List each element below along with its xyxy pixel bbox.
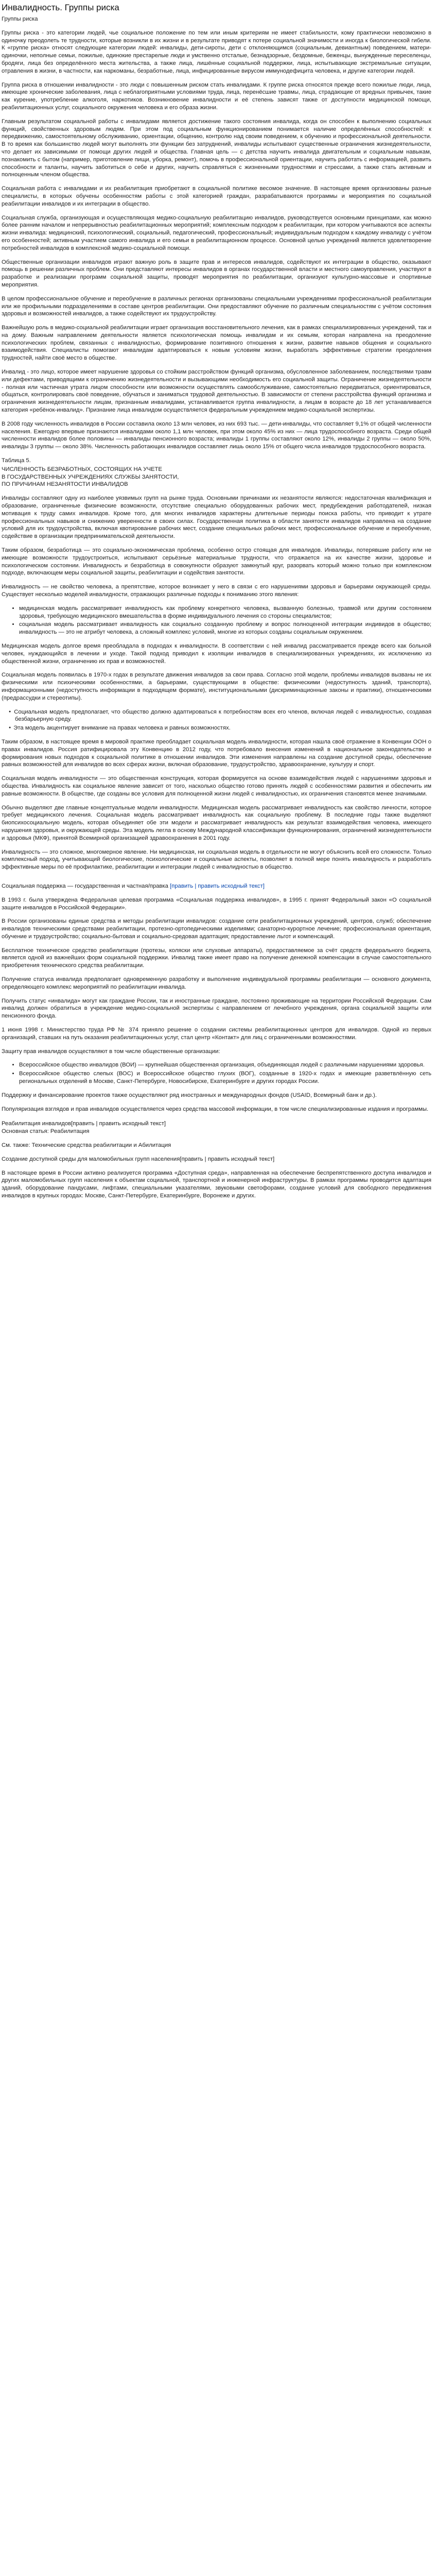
bullet-list xyxy=(2,708,431,732)
list-item: ● Эта модель акцентирует внимание на правах человека и равных возможностях. xyxy=(15,724,431,732)
list-item: • Всероссийское общество слепых (ВОС) и Всероссийское общество глухих (ВОГ), созданные в 1920-х годах и имеющие разветвлённую сеть региональных отделений в Москве, Санкт-Петербурге, Новосибирске, Екатеринбурге и других городах России. xyxy=(19,1070,431,1086)
paragraph: Главным результатом социальной работы с инвалидами является достижение такого состояния инвалида, когда он способен к выполнению социальных функций, свойственных здоровым людям. При этом под социальным функционированием понимается наличие определённых способностей: к передвижению, самостоятельному обслуживанию, ориентации, общению, контролю над своим поведением, к обучению и профессиональной деятельности. В то время как большинство людей могут выполнять эти функции без затруднений, инвалиды испытывают существенные ограничения жизнедеятельности, что делает их зависимыми от помощи других людей и общества. Главная цель — с детства научить инвалида двигательным и социальным навыкам, познакомить с бытом (например, приготовление пищи, уборка, ремонт), помочь в профессиональной ориентации, научить работать с информацией, развить способности и таланты, научить заботиться о себе и других, научить справляться с жизненными трудностями и стрессами, а также стать активным и полноценным членом общества. xyxy=(2,118,431,178)
paragraph: Общественные организации инвалидов играют важную роль в защите прав и интересов инвалидов, содействуют их интеграции в общество, оказывают помощь в решении различных проблем. Они представляют интересы инвалидов в органах государственной власти и местного самоуправления, участвуют в разработке и реализации программ социальной защиты, проводят мероприятия по реабилитации, организуют культурно-массовые и спортивные мероприятия. xyxy=(2,259,431,288)
paragraph: Социальная работа с инвалидами и их реабилитация приобретают в социальной политике весомое значение. В настоящее время организованы разные специалисты, в которых обучены особенностям работы с этой категорией граждан, разрабатываются программы и мероприятия по социальной реабилитации инвалидов и их интеграции в общество. xyxy=(2,185,431,207)
funding-paragraphs xyxy=(2,1092,431,1113)
table-title-line: ПО ПРИЧИНАМ НЕЗАНЯТОСТИ ИНВАЛИДОВ xyxy=(2,481,128,488)
unemployment-paragraphs xyxy=(2,495,431,599)
rehab-heading: Реабилитация инвалидов[править | править исходный текст] xyxy=(2,1121,166,1127)
paragraph: Социальная модель появилась в 1970-х годах в результате движения инвалидов за свои права. Согласно этой модели, проблемы инвалидов вызваны не их физическими или психическими особенностями, а барьерами, существующими в обществе: физическими (недоступность зданий, транспорта), информационными (недоступность информации в подходящем формате), институциональными (дискриминационные законы и практики), отношенческими (предрассудки и стереотипы). xyxy=(2,672,431,701)
paragraph: В настоящее время в России активно реализуется программа «Доступная среда», направленная на обеспечение беспрепятственного доступа инвалидов и других маломобильных групп населения к объектам социальной, транспортной и инженерной инфраструктуры. В рамках программы проводится адаптация зданий, оборудование пандусами, лифтами, специальными указателями, звуковыми светофорами, создание условий для свободного передвижения инвалидов в крупных городах: Москве, Санкт-Петербурге, Екатеринбурге, Воронеже и других. xyxy=(2,1170,431,1199)
support-paragraphs xyxy=(2,896,431,1056)
table-title-line: ЧИСЛЕННОСТЬ БЕЗРАБОТНЫХ, СОСТОЯЩИХ НА УЧЕТЕ xyxy=(2,466,162,472)
paragraph: В России организованы единые средства и методы реабилитации инвалидов: создание сети реабилитационных учреждений, центров, служб; обеспечение инвалидов техническими средствами реабилитации, протезно-ортопедическими изделиями; санаторно-курортное лечение; профессиональная ориентация, обучение и трудоустройство; социально-бытовая и социально-средовая адаптация; предоставление льгот и компенсаций. xyxy=(2,918,431,940)
paragraph: Важнейшую роль в медико-социальной реабилитации играет организация восстановительного лечения, как в рамках специализированных учреждений, так и на дому. Важным направлением деятельности является психологическая помощь инвалидам и их семьям, которая направлена на преодоление психологических проблем, связанных с инвалидностью, формирование позитивного отношения к жизни, развитие навыков общения и социального взаимодействия. Специалисты помогают инвалидам адаптироваться к новым условиям жизни, выработать эффективные стратегии преодоления трудностей, найти своё место в обществе. xyxy=(2,325,431,362)
list-item: • социальная модель рассматривает инвалидность как социально созданную проблему и вопрос полноценной интеграции индивидов в общество; инвалидность — это не атрибут человека, а сложный комплекс условий, многие из которых созданы социальным окружением. xyxy=(19,621,431,636)
page-subtitle: Группы риска xyxy=(2,16,38,22)
main-article-note: Основная статья: Реабилитация xyxy=(2,1128,90,1135)
paragraph: Инвалидность — не свойство человека, а препятствие, которое возникает у него в связи с его нарушениями здоровья и барьерами окружающей среды. Существует несколько моделей инвалидности, отражающих различные подходы к пониманию этого явления: xyxy=(2,584,431,598)
paragraph: В целом профессиональное обучение и переобучение в различных регионах организованы специальными учреждениями профессиональной реабилитации или же профильными подразделениями в составе центров реабилитации. Они предоставляют обучение по различным специальностям с учётом состояния здоровья и возможностей инвалидов, а также содействуют их трудоустройству. xyxy=(2,295,431,317)
paragraph: Бесплатное техническое средство реабилитации (протезы, коляски или слуховые аппараты), предоставляемое за счёт средств федерального бюджета, является одной из важнейших форм социальной поддержки. Инвалид также имеет право на получение денежной компенсации в случае самостоятельного приобретения технического средства реабилитации. xyxy=(2,947,431,969)
table-caption: Таблица 5. xyxy=(2,457,31,464)
paragraph: Группы риска - это категории людей, чье социальное положение по тем или иным критериям не имеет стабильности, кому практически невозможно в одиночку преодолеть те трудности, которые возникли в их жизни и в результате приводят к потере социальной значимости и иногда к биологической гибели. К «группе риска» относят следующие категории людей: инвалиды, дети-сироты, дети с отклоняющимся (социальным, девиантным) поведением, матери-одиночки, неполные семьи, пожилые, одинокие престарелые люди и умственно отсталые, безнадзорные, бездомные, беженцы, вынужденные переселенцы, бродяги, лица без определённого места жительства, а также лица, лишённые социальной поддержки, лица, испытывающие экстремальные ситуации, отравления в жизни, в частности, как наркоманы, безработные, лица, инфицированные вирусом иммунодефицита человека, и другие категории людей. xyxy=(2,29,431,74)
paragraph: Поддержку и финансирование проектов также осуществляют ряд иностранных и международных фондов (USAID, Всемирный банк и др.). xyxy=(2,1092,377,1098)
paragraph: Защиту прав инвалидов осуществляют в том числе общественные организации: xyxy=(2,1048,220,1055)
definition-paragraphs xyxy=(2,368,431,451)
paragraph: В 2008 году численность инвалидов в России составила около 13 млн человек, из них 693 тыс. — дети-инвалиды, что составляет 9,1% от общей численности населения. Ежегодно впервые признаются инвалидами около 1,1 млн человек, при этом около 45% из них — лица трудоспособного возраста. Среди общей численности инвалидов более половины — инвалиды пенсионного возраста; инвалиды 1 группы составляют около 12%, инвалиды 2 группы — около 50%, инвалиды 3 группы — около 38%. Численность работающих инвалидов составляет лишь около 15% от общего числа инвалидов трудоспособного возраста. xyxy=(2,420,431,450)
list-item: • Всероссийское общество инвалидов (ВОИ) — крупнейшая общественная организация, объединяющая людей с различными нарушениями здоровья. xyxy=(19,1061,431,1069)
edit-link[interactable]: [править | править исходный текст] xyxy=(170,883,265,889)
paragraph: Создание доступной среды для маломобильных групп населения[править | править исходный текст] xyxy=(2,1156,275,1162)
paragraph: Социальная модель инвалидности — это общественная конструкция, которая формируется на основе взаимодействия людей с нарушениями здоровья и общества. Инвалидность как социальное явление зависит от того, насколько общество готово принять людей с особенностями развития и обеспечить им равные возможности. В обществе, где созданы все условия для полноценной жизни людей с инвалидностью, их ограничения становятся менее значимыми. xyxy=(2,775,431,797)
accessibility-paragraphs xyxy=(2,1156,431,1200)
paragraph: В 1993 г. была утверждена Федеральная целевая программа «Социальная поддержка инвалидов», в 1995 г. принят Федеральный закон «О социальной защите инвалидов в Российской Федерации». xyxy=(2,896,431,911)
table-title xyxy=(2,466,431,488)
paragraph: Медицинская модель долгое время преобладала в подходах к инвалидности. В соответствии с ней инвалид рассматривается прежде всего как больной человек, нуждающийся в лечении и уходе. Такой подход приводил к изоляции инвалидов в специализированных учреждениях, их исключению из общественной жизни, ограничению их прав и возможностей. xyxy=(2,642,431,665)
concept-paragraphs xyxy=(2,738,431,871)
models-list xyxy=(2,605,431,636)
list-item: ● Социальная модель предполагает, что общество должно адаптироваться к потребностям всех его членов, включая людей с инвалидностью, создавая безбарьерную среду. xyxy=(15,708,431,724)
paragraph: Инвалид - это лицо, которое имеет нарушение здоровья со стойким расстройством функций организма, обусловленное заболеванием, последствиями травм или дефектами, приводящими к ограничению жизнедеятельности и вызывающими необходимость его социальной защиты. Ограничение жизнедеятельности - полная или частичная утрата лицом способности или возможности осуществлять самообслуживание, самостоятельно передвигаться, ориентироваться, общаться, контролировать своё поведение, обучаться и заниматься трудовой деятельностью. В зависимости от степени расстройства функций организма и ограничения жизнедеятельности лицам, признанным инвалидами, устанавливается группа инвалидности, а лицам в возрасте до 18 лет устанавливается категория «ребёнок-инвалид». Признание лица инвалидом осуществляется федеральным учреждением медико-социальной экспертизы. xyxy=(2,369,431,414)
paragraph: Получить статус «инвалида» могут как граждане России, так и иностранные граждане, постоянно проживающие на территории Российской Федерации. Сам инвалид должен обратиться в учреждение медико-социальной экспертизы с направлением от лечебного учреждения, органа социальной защиты или пенсионного фонда. xyxy=(2,997,431,1020)
paragraph: Таким образом, в настоящее время в мировой практике преобладает социальная модель инвалидности, которая нашла своё отражение в Конвенции ООН о правах инвалидов. Россия ратифицировала эту Конвенцию в 2012 году, что потребовало внесения изменений в национальное законодательство и формирования новых подходов к социальной политике в отношении инвалидов. Эти изменения направлены на создание доступной среды, обеспечение равных возможностей для инвалидов во всех сферах жизни, включая образование, трудоустройство, здравоохранение, культуру и спорт. xyxy=(2,738,431,768)
paragraph: Обычно выделяют две главные концептуальные модели инвалидности. Медицинская модель рассматривает инвалидность как свойство личности, которое требует медицинского лечения. Социальная модель рассматривает инвалидность как социальную проблему. В последние годы также выделяют биопсихосоциальную модель, которая объединяет обе эти модели и рассматривает инвалидность как результат взаимодействия человека, имеющего нарушения здоровья, и окружающей среды. Эта модель легла в основу Международной классификации функционирования, ограничений жизнедеятельности и здоровья (МКФ), принятой Всемирной организацией здравоохранения в 2001 году. xyxy=(2,804,431,841)
see-also-note: См. также: Технические средства реабилитации и Абилитация xyxy=(2,1142,171,1149)
intro-paragraphs xyxy=(2,29,431,362)
section-heading xyxy=(2,883,431,890)
models-paragraphs xyxy=(2,642,431,702)
paragraph: Социальная служба, организующая и осуществляющая медико-социальную реабилитацию инвалидов, руководствуется основными принципами, как можно более ранним началом и непрерывностью реабилитационных мероприятий; комплексным подходом к реабилитации, при котором учитываются все аспекты жизни инвалида: медицинский, психологический, социальный, педагогический, профессиональный; индивидуальным подходом к каждому инвалиду с учётом его особенностей; активным участием самого инвалида и его семьи в реабилитационном процессе. Основной целью учреждений является удовлетворение потребностей инвалидов в комплексной медико-социальной помощи. xyxy=(2,214,431,251)
paragraph: Получение статуса инвалида предполагает одновременную разработку и выполнение индивидуальной программы реабилитации — основного документа, определяющего комплекс мероприятий по реабилитации инвалида. xyxy=(2,976,431,990)
paragraph: Группа риска в отношении инвалидности - это люди с повышенным риском стать инвалидами. К группе риска относятся прежде всего пожилые люди, лица, имеющие хронические заболевания, лица с неблагоприятными условиями труда, лица, перенёсшие травмы, лица, страдающие от вредных привычек, такие как курение, употребление алкоголя, наркотиков. Возникновение инвалидности и её степень зависят также от доступности медицинской помощи, реабилитационных услуг, социального окружения человека и его образа жизни. xyxy=(2,81,431,111)
paragraph: Инвалиды составляют одну из наиболее уязвимых групп на рынке труда. Основными причинами их незанятости являются: недостаточная квалификация и образование, ограниченные физические возможности, отсутствие специально оборудованных рабочих мест, предубеждения работодателей, низкая мотивация к труду самих инвалидов. Кроме того, для многих инвалидов характерны длительные периоды поиска работы, что приводит к утрате профессиональных навыков и снижению уверенности в своих силах. Государственная политика в области занятости инвалидов направлена на создание условий для их трудоустройства, включая квотирование рабочих мест, создание специальных рабочих мест, профессиональное обучение и переобучение, содействие в организации предпринимательской деятельности. xyxy=(2,495,431,540)
page-title: Инвалидность. Группы риска xyxy=(2,3,119,12)
section-heading-text: Социальная поддержка — государственная и частная/правка xyxy=(2,883,168,889)
paragraph: Популяризация взглядов и прав инвалидов осуществляется через средства массовой информации, в том числе специализированные издания и программы. xyxy=(2,1106,429,1112)
paragraph: Инвалидность — это сложное, многомерное явление. Ни медицинская, ни социальная модель в отдельности не могут объяснить всей его сложности. Только комплексный подход, учитывающий биологические, психологические и социальные аспекты, позволяет в полной мере понять инвалидность и разработать эффективные меры по её профилактике, реабилитации и интеграции людей с инвалидностью в общество. xyxy=(2,849,431,871)
article xyxy=(0,0,433,1218)
organizations-list xyxy=(2,1061,431,1085)
list-item: • медицинская модель рассматривает инвалидность как проблему конкретного человека, вызванную болезнью, травмой или другим состоянием здоровья, требующую медицинского вмешательства в форме индивидуального лечения со стороны специалистов; xyxy=(19,605,431,620)
paragraph: 1 июня 1998 г. Министерство труда РФ № 374 приняло решение о создании системы реабилитационных центров для инвалидов. Одной из первых организаций, ставших на путь оказания реабилитационных услуг, стал центр «Контакт» для лиц с ограниченными возможностями. xyxy=(2,1027,431,1041)
table-title-line: В ГОСУДАРСТВЕННЫХ УЧРЕЖДЕНИЯХ СЛУЖБЫ ЗАНЯТОСТИ, xyxy=(2,473,179,480)
paragraph: Таким образом, безработица — это социально-экономическая проблема, особенно остро стоящая для инвалидов. Инвалиды, потерявшие работу или не имеющие возможности трудоустроиться, испытывают серьёзные материальные трудности, что отражается на их качестве жизни, здоровье и психологическом состоянии. Инвалидность и безработица в совокупности образуют замкнутый круг, разорвать который можно только при комплексном подходе, включающем меры социальной защиты, реабилитации и содействия занятости. xyxy=(2,547,431,577)
